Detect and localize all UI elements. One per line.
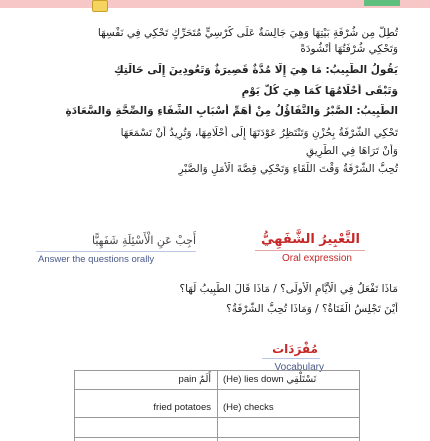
passage-line: الطَّبِيبُ: الصَّبْرُ وَالتَّفَاؤُلُ مِنْ أَهَمِّ أَسْبَابِ الشِّفَاءِ وَالصِّحَّةِ وَالسَّعَادَةِ	[65, 105, 398, 117]
vocabulary-arabic: أَلَمٌ	[199, 374, 211, 385]
vocabulary-row	[75, 399, 359, 418]
vocabulary-table	[74, 370, 360, 441]
vocabulary-cell	[81, 399, 211, 417]
oral-expression-title-en: Oral expression	[281, 253, 352, 264]
vocabulary-title-en: Vocabulary	[274, 362, 324, 373]
oral-instruction-en: Answer the questions orally	[38, 254, 155, 265]
vocabulary-title-divider	[262, 358, 320, 359]
passage-line: تُحِبُّ الشُّرْفَةُ وَقْتَ اللِّقَاءِ وَتَحْكِي قِصَّةَ الْأَمَلِ وَالصَّبْرِ	[178, 163, 398, 175]
vocabulary-english: (He) lies down	[223, 374, 284, 385]
passage-line: وَتَحْكِي شُرْفَتُهَا أَنْشُودَةً	[300, 43, 398, 55]
vocabulary-english: pain	[178, 374, 197, 385]
vocabulary-cell	[223, 371, 353, 389]
oral-question: أَيْنَ تَجْلِسُ الْفَتَاةُ؟ / وَمَاذَا تُحِبُّ الشُّرْفَةُ؟	[226, 303, 398, 315]
header-accent-strip	[364, 0, 400, 6]
vocabulary-cell	[81, 371, 211, 389]
vocabulary-arabic: تَسْتَلْقِي	[286, 374, 317, 385]
vocabulary-cell	[223, 399, 353, 417]
vocabulary-row	[75, 371, 359, 390]
lesson-badge-icon	[92, 0, 108, 12]
vocabulary-row	[75, 419, 359, 438]
oral-title-divider	[255, 250, 365, 251]
passage-line: وَتَبْقَى أَحْلَامُهَا كَمَا هِيَ كُلَّ يَوْمٍ	[241, 85, 398, 97]
vocabulary-english: fried potatoes	[153, 402, 211, 413]
oral-expression-title-ar: التَّعْبِيرُ الشَّفَهِيُّ	[261, 232, 360, 247]
vocabulary-title-ar: مُفْرَدَات	[272, 342, 318, 356]
oral-question: مَاذَا تَفْعَلُ فِي الْأَيَّامِ الْأُولَى؟ / مَاذَا قَالَ الطَّبِيبُ لَهَا؟	[179, 283, 398, 295]
passage-line: تَحْكِي الشُّرْفَةُ بِحُزْنٍ وَتَنْتَظِرُ عَوْدَتَهَا إِلَى أَحْلَامِهَا، وَتُرِيدُ أَنْ تَسْمَعَهَا	[120, 127, 398, 139]
oral-instruction-ar: أَجِبْ عَنِ الْأَسْئِلَةِ شَفَهِيًّا	[92, 234, 197, 247]
passage-line: وَأَنْ تَرَاهَا فِي الطَّرِيقِ	[305, 145, 398, 157]
vocabulary-english: (He) checks	[223, 402, 274, 413]
passage-line: يَقُولُ الطَّبِيبُ: مَا هِيَ إِلَّا مُدَّةٌ قَصِيرَةٌ وَتَعُودِينَ إِلَى حَالَتِكِ	[114, 64, 398, 76]
passage-line: تُطِلُّ مِن شُرْفَةِ بَيْتِهَا وَهِيَ جَالِسَةٌ عَلَى كُرْسِيٍّ مُتَحَرِّكٍ تَحْكِي فِي نَفْسِهَا	[97, 27, 398, 39]
instruction-divider	[36, 251, 196, 252]
